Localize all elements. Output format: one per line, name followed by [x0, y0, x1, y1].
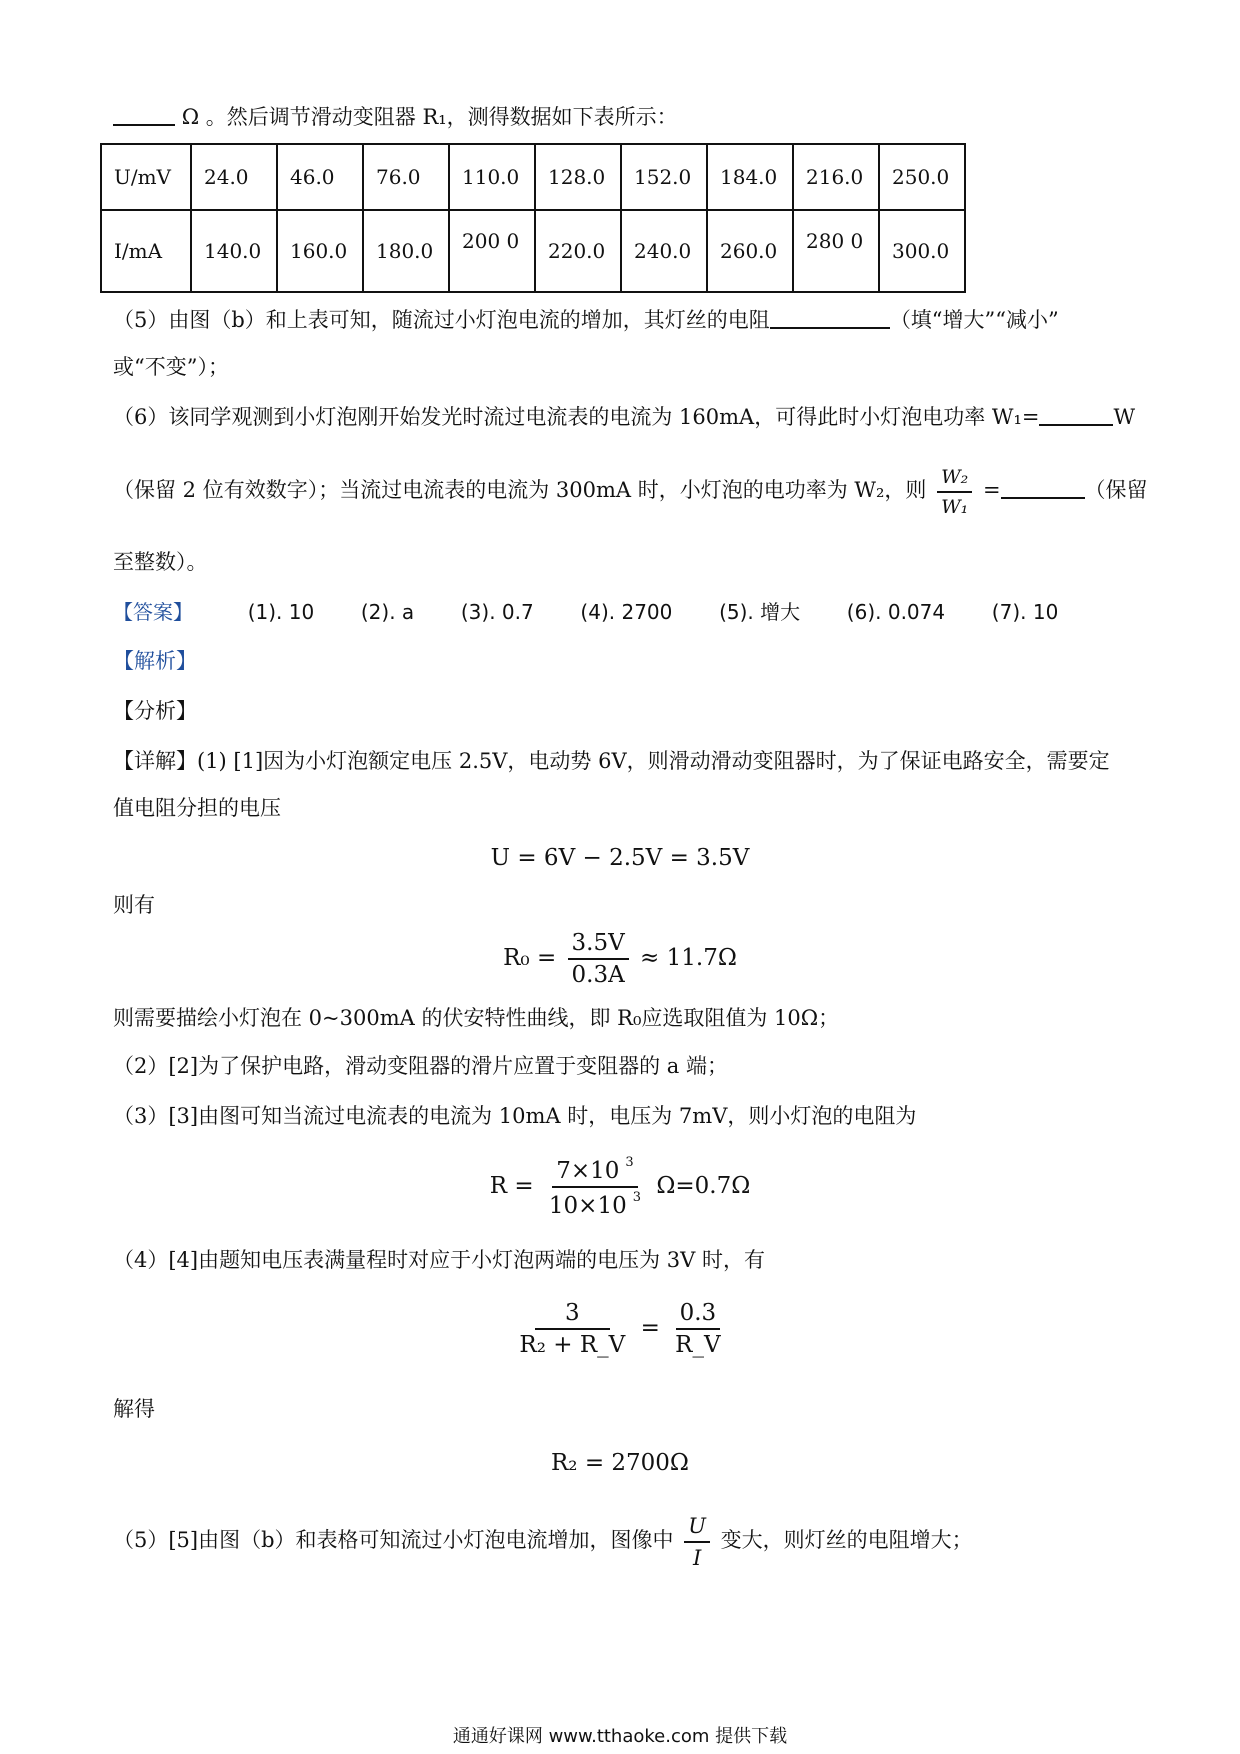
- table-cell: 160.0: [277, 210, 363, 292]
- q5-hint-end: 或“不变”）；: [113, 355, 229, 379]
- table-cell: 128.0: [535, 144, 621, 210]
- answer-item: (5). 增大: [719, 600, 801, 624]
- detail-p3: （2）[2]为了保护电路，滑动变阻器的滑片应置于变阻器的 a 端；: [113, 1054, 728, 1078]
- exponent: 3: [625, 1155, 634, 1170]
- power-ratio-fraction: [937, 465, 972, 519]
- equation-r0: [0, 930, 1240, 988]
- table-cell: 260.0: [707, 210, 793, 292]
- detail-p4: （3）[3]由图可知当流过电流表的电流为 10mA 时，电压为 7mV，则小灯泡的电阻为: [113, 1104, 917, 1128]
- fraction-denominator: W₁: [941, 495, 969, 518]
- table-cell: 140.0: [191, 210, 277, 292]
- table-cell: [449, 210, 535, 292]
- table-row: [101, 144, 965, 210]
- fraction: [568, 930, 629, 988]
- table-cell: 76.0: [363, 144, 449, 210]
- answer-blank: [770, 305, 890, 329]
- equation-resistance: [0, 1155, 1240, 1219]
- q6-text: （6）该同学观测到小灯泡刚开始发光时流过电流表的电流为 160mA，可得此时小灯泡电功率 W₁=: [113, 405, 1040, 429]
- question-5-line2: [113, 352, 229, 382]
- fraction-denominator: R₂ + R_V: [519, 1332, 626, 1358]
- eq-lhs: R =: [489, 1173, 534, 1199]
- table-cell: 250.0: [879, 144, 965, 210]
- answer-item: (6). 0.074: [846, 600, 946, 624]
- fraction: [515, 1300, 629, 1358]
- detail-jiede: 解得: [113, 1397, 155, 1421]
- fraction-numerator: 0.3: [676, 1300, 721, 1330]
- answer-blank: [113, 102, 175, 126]
- row-header-voltage: U/mV: [101, 144, 191, 210]
- fraction-numerator: [552, 1155, 637, 1188]
- detail-p6: [113, 1510, 973, 1571]
- table-cell: 180.0: [363, 210, 449, 292]
- table-cell: 184.0: [707, 144, 793, 210]
- answer-row: [113, 597, 1098, 627]
- fraction: [671, 1300, 724, 1358]
- table-row: [101, 210, 965, 292]
- denominator-text: 10×10: [548, 1193, 627, 1219]
- equals-sign: =: [982, 478, 1001, 502]
- fraction: [545, 1155, 645, 1219]
- table-cell: 24.0: [191, 144, 277, 210]
- fraction-denominator: 0.3A: [571, 962, 625, 988]
- detail-zeyou: 则有: [113, 893, 155, 917]
- fraction-denominator: I: [692, 1545, 702, 1570]
- table-cell: 152.0: [621, 144, 707, 210]
- equation-r2: R₂ = 2700Ω: [550, 1450, 690, 1476]
- answer-item: (3). 0.7: [460, 600, 534, 624]
- q5-text: （5）由图（b）和上表可知，随流过小灯泡电流的增加，其灯丝的电阻: [113, 308, 770, 332]
- row-header-current: I/mA: [101, 210, 191, 292]
- exponent: 3: [632, 1190, 641, 1205]
- fraction-numerator: U: [684, 1513, 710, 1543]
- table-cell: 216.0: [793, 144, 879, 210]
- p6-text: （5）[5]由图（b）和表格可知流过小灯泡电流增加，图像中: [113, 1528, 674, 1552]
- fraction-numerator: 3.5V: [568, 930, 629, 960]
- fenxi-heading: 【分析】: [113, 699, 197, 723]
- u-over-i-fraction: [684, 1513, 710, 1571]
- answer-item: (7). 10: [991, 600, 1059, 624]
- detail-p5: （4）[4]由题知电压表满量程时对应于小灯泡两端的电压为 3V 时，有: [113, 1248, 765, 1272]
- equals-sign: =: [640, 1315, 660, 1341]
- q6-hint: （保留: [1084, 478, 1148, 502]
- q6-unit: W: [1113, 405, 1136, 429]
- detail-p1b: 值电阻分担的电压: [113, 796, 281, 820]
- p6-text-end: 变大，则灯丝的电阻增大；: [720, 1528, 973, 1552]
- eq-rhs: ≈ 11.7Ω: [640, 945, 737, 971]
- intro-line: [113, 102, 678, 132]
- eq-lhs: R₀ =: [503, 945, 557, 971]
- detail-p2: 则需要描绘小灯泡在 0~300mA 的伏安特性曲线，即 R₀应选取阻值为 10Ω；: [113, 1006, 840, 1030]
- question-6-line1: [113, 402, 1135, 432]
- question-6-line3: [113, 547, 208, 577]
- answer-blank: [1039, 402, 1113, 426]
- question-6-line2: [113, 460, 1148, 520]
- question-5-line1: [113, 305, 1059, 335]
- q5-hint: （填“增大”“减小”: [889, 308, 1059, 332]
- numerator-text: 7×10: [556, 1158, 620, 1184]
- answer-item: (1). 10: [247, 600, 315, 624]
- jiexi-heading: 【解析】: [113, 649, 197, 673]
- fraction-denominator: R_V: [675, 1332, 721, 1358]
- cell-text: 280 0: [806, 229, 864, 253]
- answer-blank: [1001, 475, 1085, 499]
- eq-rhs: Ω=0.7Ω: [656, 1173, 751, 1199]
- data-table: [100, 143, 966, 293]
- fraction-denominator: [545, 1188, 645, 1219]
- table-cell: 240.0: [621, 210, 707, 292]
- fraction-numerator: W₂: [937, 465, 972, 493]
- q6-text-2: （保留 2 位有效数字）；当流过电流表的电流为 300mA 时，小灯泡的电功率为 W₂，则: [113, 478, 927, 502]
- equation-voltmeter: [0, 1300, 1240, 1358]
- q6-hint-end: 至整数）。: [113, 550, 208, 574]
- page-footer: 通通好课网 www.tthaoke.com 提供下载: [452, 1726, 788, 1747]
- cell-text: 200 0: [462, 229, 520, 253]
- table-cell: 300.0: [879, 210, 965, 292]
- detail-p1a: 【详解】(1) [1]因为小灯泡额定电压 2.5V，电动势 6V，则滑动滑动变阻器时，为了保证电路安全，需要定: [113, 749, 1110, 773]
- table-cell: [793, 210, 879, 292]
- fraction-numerator: 3: [535, 1300, 610, 1330]
- equation-voltage: U = 6V − 2.5V = 3.5V: [490, 845, 750, 871]
- table-cell: 110.0: [449, 144, 535, 210]
- intro-text: Ω 。然后调节滑动变阻器 R₁，测得数据如下表所示：: [181, 105, 678, 129]
- table-cell: 46.0: [277, 144, 363, 210]
- answer-tag: 【答案】: [113, 600, 193, 624]
- answer-item: (2). a: [360, 600, 415, 624]
- table-cell: 220.0: [535, 210, 621, 292]
- answer-item: (4). 2700: [580, 600, 673, 624]
